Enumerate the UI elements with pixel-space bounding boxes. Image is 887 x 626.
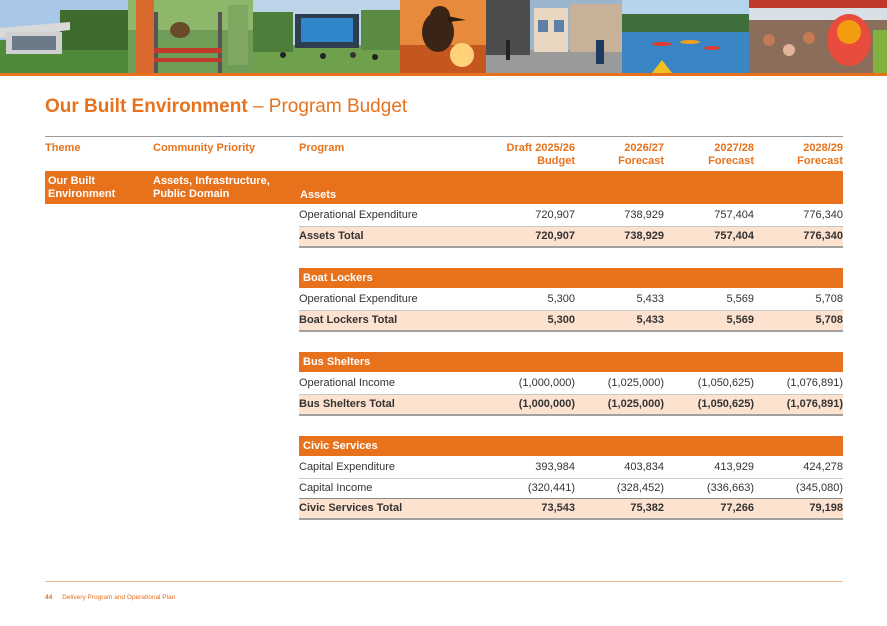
header-2027-28 — [664, 142, 754, 168]
boat-lockers-row-c4: 5,708 — [815, 293, 843, 305]
boat-lockers-row-c2: 5,433 — [636, 293, 664, 305]
page-title-rest: – Program Budget — [247, 96, 408, 117]
header-2028-29 — [753, 142, 843, 168]
bus-shelters-total-c4: (1,076,891) — [786, 398, 843, 410]
assets-total-rule — [299, 246, 843, 248]
header-2026-27-line1: 2026/27 — [624, 142, 664, 154]
header-draft-2025-26-line1: Draft 2025/26 — [506, 142, 575, 154]
header-draft-2025-26-line2: Budget — [537, 155, 575, 167]
civic-row1-c3: 413,929 — [714, 461, 754, 473]
bus-shelters-total-label: Bus Shelters Total — [299, 398, 395, 410]
boat-lockers-row-c3: 5,569 — [726, 293, 754, 305]
assets-total-c1: 720,907 — [535, 230, 575, 242]
page-title-bold: Our Built Environment — [45, 96, 248, 117]
header-2028-29-line1: 2028/29 — [803, 142, 843, 154]
civic-row2-c2: (328,452) — [616, 482, 664, 494]
bus-shelters-row-c2: (1,025,000) — [607, 377, 664, 389]
header-2028-29-line2: Forecast — [797, 155, 843, 167]
priority-label-line1: Assets, Infrastructure, — [153, 175, 270, 187]
bus-shelters-row-c3: (1,050,625) — [697, 377, 754, 389]
header-draft-2025-26 — [475, 142, 575, 168]
civic-total-c1: 73,543 — [541, 502, 575, 514]
section-title-assets: Assets — [300, 189, 337, 201]
assets-row-c4: 776,340 — [803, 209, 843, 221]
header-2026-27-line2: Forecast — [618, 155, 664, 167]
section-band-boat-lockers — [299, 268, 843, 288]
civic-row2-label: Capital Income — [299, 482, 373, 494]
section-title-bus-shelters: Bus Shelters — [303, 356, 371, 368]
boat-lockers-total-c1: 5,300 — [547, 314, 575, 326]
bus-shelters-total-c1: (1,000,000) — [518, 398, 575, 410]
civic-row2-c4: (345,080) — [795, 482, 843, 494]
civic-row1-c1: 393,984 — [535, 461, 575, 473]
photo-banner — [0, 0, 887, 73]
header-top-rule — [45, 136, 843, 137]
civic-row1-label: Capital Expenditure — [299, 461, 396, 473]
civic-total-rule — [299, 518, 843, 520]
bus-shelters-total-rule — [299, 414, 843, 416]
bus-shelters-row-label: Operational Income — [299, 377, 395, 389]
bus-shelters-row-c1: (1,000,000) — [518, 377, 575, 389]
boat-lockers-row-c1: 5,300 — [547, 293, 575, 305]
civic-total-c2: 75,382 — [630, 502, 664, 514]
civic-total-c4: 79,198 — [809, 502, 843, 514]
river-kayaks-photo — [622, 0, 749, 73]
boat-lockers-total-rule — [299, 330, 843, 332]
civic-row1-c4: 424,278 — [803, 461, 843, 473]
assets-total-c4: 776,340 — [803, 230, 843, 242]
assets-row-c2: 738,929 — [624, 209, 664, 221]
theme-label — [48, 175, 115, 201]
assets-total-label: Assets Total — [299, 230, 364, 242]
page-title — [45, 96, 407, 118]
header-2026-27 — [574, 142, 664, 168]
lion-dance-festival-photo — [749, 0, 887, 73]
theme-label-line2: Environment — [48, 188, 116, 200]
page-number: 44 — [45, 594, 53, 601]
boat-lockers-total-c3: 5,569 — [726, 314, 754, 326]
outdoor-screen-fitness-photo — [253, 0, 400, 73]
boat-lockers-total-label: Boat Lockers Total — [299, 314, 398, 326]
theme-label-line1: Our Built — [48, 175, 96, 187]
bus-shelters-total-c3: (1,050,625) — [697, 398, 754, 410]
dog-agility-photo — [128, 0, 253, 73]
civic-row2-c1: (320,441) — [527, 482, 575, 494]
section-band-civic-services — [299, 436, 843, 456]
assets-row-c1: 720,907 — [535, 209, 575, 221]
footer-text: Delivery Program and Operational Plan — [62, 594, 176, 601]
header-2027-28-line2: Forecast — [708, 155, 754, 167]
civic-total-label: Civic Services Total — [299, 502, 403, 514]
header-theme: Theme — [45, 142, 81, 154]
section-title-boat-lockers: Boat Lockers — [303, 272, 373, 284]
bus-shelters-row-c4: (1,076,891) — [786, 377, 843, 389]
footer-rule — [45, 581, 843, 582]
priority-label — [153, 175, 270, 201]
boat-lockers-total-c4: 5,708 — [815, 314, 843, 326]
header-2027-28-line1: 2027/28 — [714, 142, 754, 154]
assets-total-c3: 757,404 — [714, 230, 754, 242]
priority-label-line2: Public Domain — [153, 188, 230, 200]
assets-row-label: Operational Expenditure — [299, 209, 418, 221]
street-shops-photo — [486, 0, 622, 73]
page-footer — [45, 594, 175, 601]
header-program: Program — [299, 142, 345, 154]
civic-row2-c3: (336,663) — [706, 482, 754, 494]
civic-total-c3: 77,266 — [720, 502, 754, 514]
section-title-civic-services: Civic Services — [303, 440, 378, 452]
boat-lockers-row-label: Operational Expenditure — [299, 293, 418, 305]
header-community-priority: Community Priority — [153, 142, 256, 154]
kookaburra-sunset-photo — [400, 0, 486, 73]
civic-row1-c2: 403,834 — [624, 461, 664, 473]
boat-lockers-total-c2: 5,433 — [636, 314, 664, 326]
civic-row1-divider — [299, 478, 843, 479]
park-pavilion-photo — [0, 0, 128, 73]
assets-row-c3: 757,404 — [714, 209, 754, 221]
bus-shelters-total-c2: (1,025,000) — [607, 398, 664, 410]
banner-underline — [0, 73, 887, 76]
assets-total-c2: 738,929 — [624, 230, 664, 242]
section-band-bus-shelters — [299, 352, 843, 372]
